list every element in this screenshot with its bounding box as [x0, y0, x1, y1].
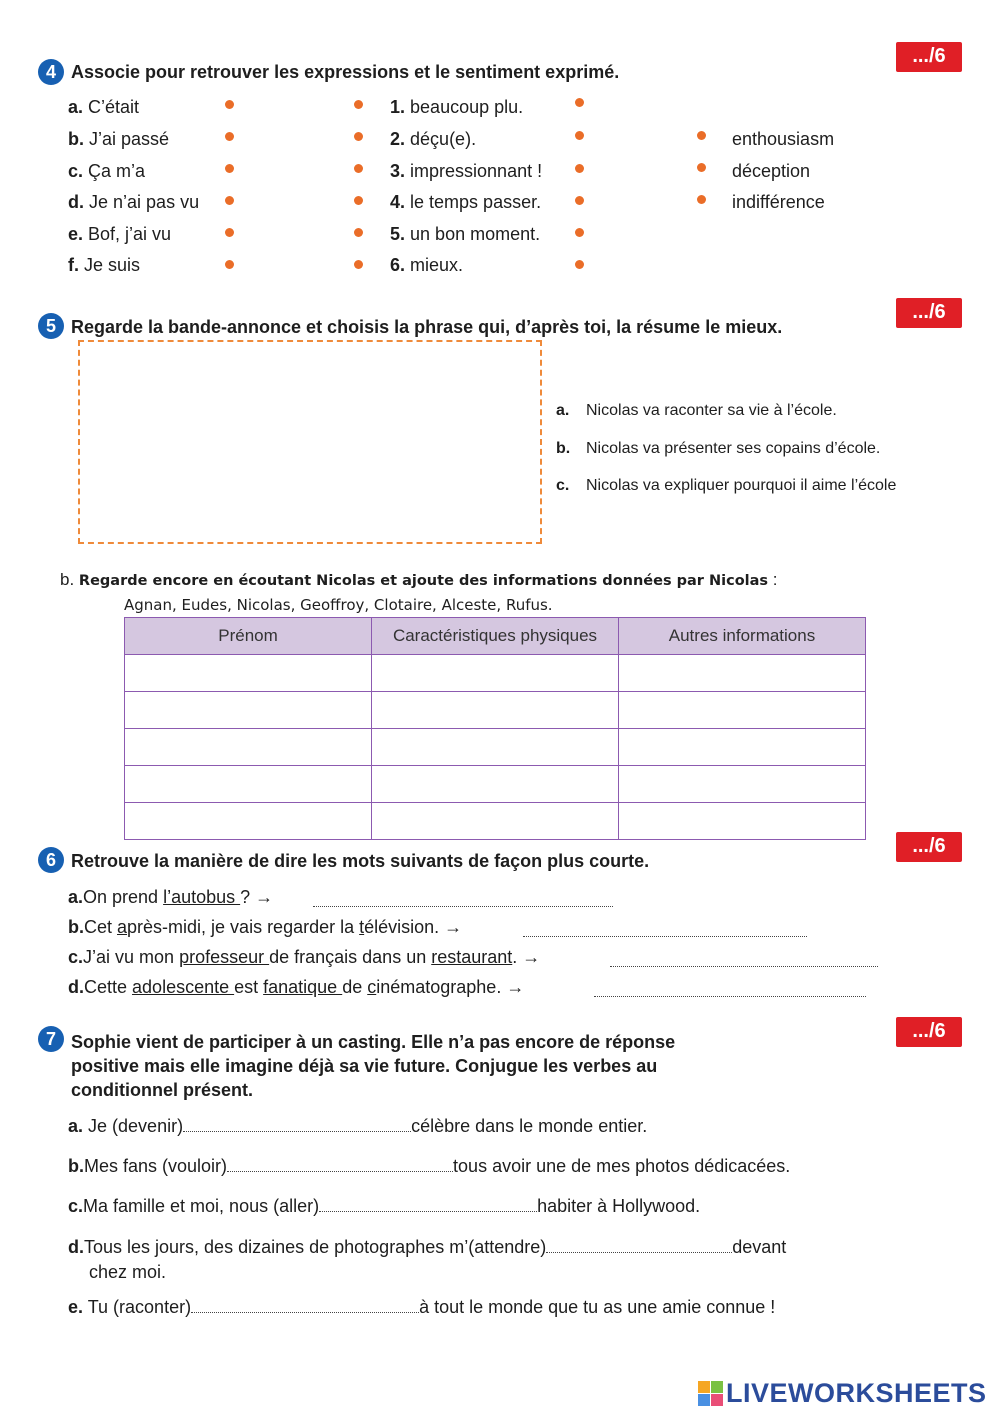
exercise-5-number: 5	[38, 313, 64, 339]
ex4-mid-dot-in-6[interactable]	[354, 260, 363, 269]
ex4-mid-dot-in-3[interactable]	[354, 164, 363, 173]
exercise-7-title-line3: conditionnel présent.	[71, 1080, 254, 1100]
table-cell[interactable]	[125, 692, 372, 729]
ex4-left-dot-b[interactable]	[225, 132, 234, 141]
ex4-mid-6: 6. mieux.	[390, 255, 464, 275]
exercise-6-title: Retrouve la manière de dire les mots suivants de façon plus courte.	[71, 851, 650, 871]
header-prenom: Prénom	[125, 618, 372, 655]
ex4-right-dot-2[interactable]	[697, 163, 706, 172]
exercise-5-score: .../6	[896, 298, 962, 328]
ex6-item-b: b.Cet après-midi, je vais regarder la télévision. →	[68, 917, 463, 937]
exercise-7-title-line2: positive mais elle imagine déjà sa vie future. Conjugue les verbes au	[71, 1056, 658, 1076]
table-row	[125, 729, 866, 766]
ex4-left-c: c. Ça m’a	[68, 161, 146, 181]
ex4-left-dot-c[interactable]	[225, 164, 234, 173]
ex4-left-dot-a[interactable]	[225, 100, 234, 109]
ex4-mid-dot-in-4[interactable]	[354, 196, 363, 205]
exercise-6-score: .../6	[896, 832, 962, 862]
table-cell[interactable]	[619, 692, 866, 729]
ex4-mid-dot-out-6[interactable]	[575, 260, 584, 269]
table-cell[interactable]	[619, 803, 866, 840]
ex4-right-2: déception	[732, 161, 811, 181]
exercise-4-number: 4	[38, 59, 64, 85]
ex4-left-a: a. C’était	[68, 97, 140, 117]
table-row	[125, 803, 866, 840]
header-physique: Caractéristiques physiques	[372, 618, 619, 655]
ex4-mid-2: 2. déçu(e).	[390, 129, 477, 149]
ex4-left-dot-f[interactable]	[225, 260, 234, 269]
ex5-option-b[interactable]: b. Nicolas va présenter ses copains d’école.	[556, 440, 881, 457]
exercise-4-score: .../6	[896, 42, 962, 72]
table-cell[interactable]	[125, 655, 372, 692]
ex6-answer-d[interactable]	[594, 995, 866, 997]
ex6-answer-c[interactable]	[610, 965, 878, 967]
table-cell[interactable]	[125, 766, 372, 803]
ex7-item-d-line2: chez moi.	[89, 1262, 167, 1282]
table-row	[125, 692, 866, 729]
ex4-mid-dot-in-1[interactable]	[354, 100, 363, 109]
ex4-mid-3: 3. impressionnant !	[390, 161, 543, 181]
ex5-names-list: Agnan, Eudes, Nicolas, Geoffroy, Clotaire, Alceste, Rufus.	[124, 596, 553, 614]
ex5-option-a[interactable]: a. Nicolas va raconter sa vie à l’école.	[556, 402, 837, 419]
ex5-part-b-instruction: b. Regarde encore en écoutant Nicolas et ajoute des informations données par Nicolas :	[60, 570, 778, 589]
ex4-mid-dot-out-4[interactable]	[575, 196, 584, 205]
liveworksheets-logo-icon	[698, 1381, 724, 1407]
ex4-right-3: indifférence	[732, 192, 825, 212]
ex7-item-c: c.Ma famille et moi, nous (aller) habiter à Hollywood.	[68, 1196, 701, 1216]
ex4-mid-dot-out-5[interactable]	[575, 228, 584, 237]
ex4-right-1: enthousiasm	[732, 129, 835, 149]
exercise-7-number: 7	[38, 1026, 64, 1052]
exercise-7-score: .../6	[896, 1017, 962, 1047]
ex6-item-a: a.On prend l’autobus ? →	[68, 887, 274, 907]
ex4-right-dot-3[interactable]	[697, 195, 706, 204]
ex4-right-dot-1[interactable]	[697, 131, 706, 140]
table-cell[interactable]	[619, 766, 866, 803]
ex6-answer-a[interactable]	[313, 905, 613, 907]
ex4-left-dot-e[interactable]	[225, 228, 234, 237]
ex7-item-e: e. Tu (raconter) à tout le monde que tu as une amie connue !	[68, 1297, 776, 1317]
exercise-7-title-line1: Sophie vient de participer à un casting. Elle n’a pas encore de réponse	[71, 1032, 676, 1052]
characters-table	[124, 617, 866, 840]
table-cell[interactable]	[125, 803, 372, 840]
header-autres: Autres informations	[619, 618, 866, 655]
ex4-mid-dot-out-2[interactable]	[575, 131, 584, 140]
video-placeholder[interactable]	[78, 340, 542, 544]
table-cell[interactable]	[372, 692, 619, 729]
ex7-answer-e[interactable]	[191, 1298, 419, 1313]
ex6-item-d: d.Cette adolescente est fanatique de cinématographe. →	[68, 977, 525, 997]
table-row	[125, 655, 866, 692]
ex4-left-e: e. Bof, j’ai vu	[68, 224, 172, 244]
ex4-mid-dot-in-2[interactable]	[354, 132, 363, 141]
ex4-mid-5: 5. un bon moment.	[390, 224, 541, 244]
ex4-mid-1: 1. beaucoup plu.	[390, 97, 524, 117]
exercise-4-title: Associe pour retrouver les expressions et le sentiment exprimé.	[71, 62, 620, 82]
ex7-answer-d[interactable]	[546, 1238, 732, 1253]
ex4-mid-dot-out-1[interactable]	[575, 98, 584, 107]
ex4-left-dot-d[interactable]	[225, 196, 234, 205]
ex4-left-b: b. J’ai passé	[68, 129, 170, 149]
table-cell[interactable]	[372, 655, 619, 692]
ex6-item-c: c.J’ai vu mon professeur de français dans un restaurant. →	[68, 947, 541, 967]
ex4-mid-dot-out-3[interactable]	[575, 164, 584, 173]
ex7-item-b: b.Mes fans (vouloir) tous avoir une de mes photos dédicacées.	[68, 1156, 791, 1176]
ex7-answer-c[interactable]	[319, 1197, 537, 1212]
table-cell[interactable]	[619, 729, 866, 766]
ex7-answer-a[interactable]	[183, 1117, 411, 1132]
ex4-mid-dot-in-5[interactable]	[354, 228, 363, 237]
table-row	[125, 766, 866, 803]
exercise-6-number: 6	[38, 847, 64, 873]
table-cell[interactable]	[372, 729, 619, 766]
ex4-left-d: d. Je n’ai pas vu	[68, 192, 200, 212]
table-cell[interactable]	[619, 655, 866, 692]
ex7-item-d: d.Tous les jours, des dizaines de photographes m’(attendre) devant	[68, 1237, 787, 1257]
ex7-answer-b[interactable]	[227, 1157, 453, 1172]
ex6-answer-b[interactable]	[523, 935, 807, 937]
ex4-left-f: f. Je suis	[68, 255, 141, 275]
table-cell[interactable]	[372, 803, 619, 840]
table-cell[interactable]	[125, 729, 372, 766]
ex4-mid-4: 4. le temps passer.	[390, 192, 542, 212]
liveworksheets-logo[interactable]: LIVEWORKSHEETS	[726, 1378, 987, 1408]
ex5-option-c[interactable]: c. Nicolas va expliquer pourquoi il aime l’école	[556, 477, 897, 494]
table-cell[interactable]	[372, 766, 619, 803]
ex7-item-a: a. Je (devenir) célèbre dans le monde entier.	[68, 1116, 648, 1136]
exercise-5-title: Regarde la bande-annonce et choisis la phrase qui, d’après toi, la résume le mieux.	[71, 317, 783, 337]
